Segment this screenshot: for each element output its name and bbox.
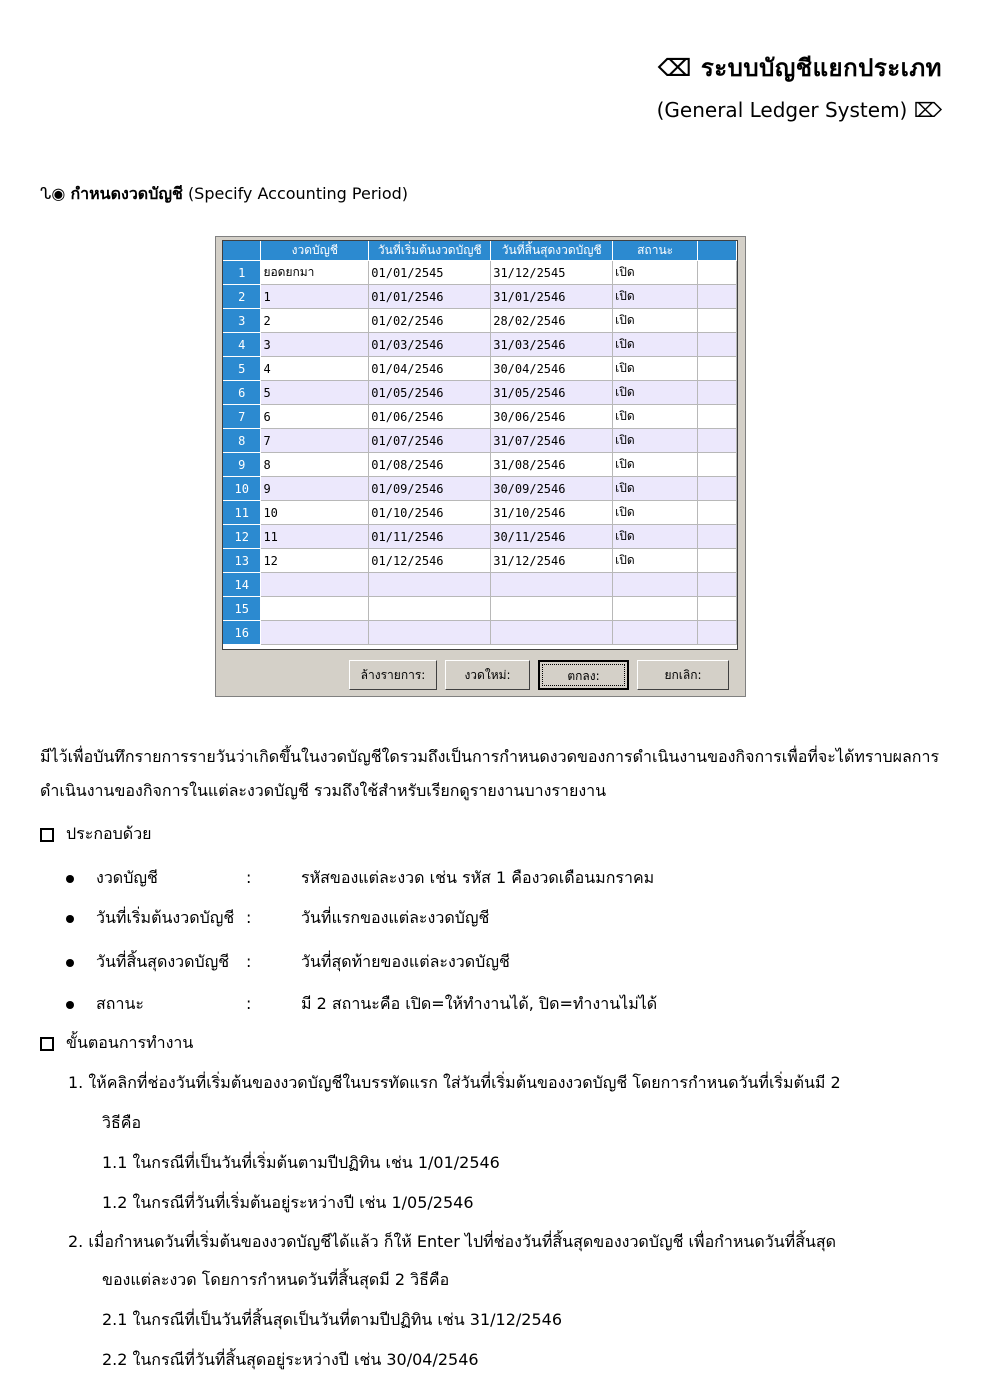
- field-term: งวดบัญชี: [96, 868, 158, 887]
- end-date-cell[interactable]: 31/03/2546: [491, 333, 613, 357]
- end-date-cell[interactable]: 30/06/2546: [491, 405, 613, 429]
- period-cell[interactable]: 8: [261, 453, 369, 477]
- start-date-cell[interactable]: 01/02/2546: [369, 309, 491, 333]
- blank-cell[interactable]: [698, 333, 737, 357]
- start-date-cell[interactable]: 01/03/2546: [369, 333, 491, 357]
- blank-cell[interactable]: [698, 381, 737, 405]
- ok-button[interactable]: ตกลง:: [538, 660, 629, 690]
- start-date-cell[interactable]: 01/10/2546: [369, 501, 491, 525]
- description-paragraph: มีไว้เพื่อบันทึกรายการรายวันว่าเกิดขึ้นในงวดบัญชีใดรวมถึงเป็นการกำหนดงวดของการดำเนินงานของกิจการเพื่อที่จะได้ทราบผลการดำเนินงานของกิจการในแต่ละงวดบัญชี รวมถึงใช้สำหรับเรียกดูรายงานบางรายงาน: [40, 747, 940, 800]
- bullet-icon: [66, 915, 74, 923]
- end-date-cell[interactable]: 31/05/2546: [491, 381, 613, 405]
- status-cell[interactable]: [613, 621, 698, 645]
- period-cell[interactable]: [261, 621, 369, 645]
- period-cell[interactable]: 7: [261, 429, 369, 453]
- blank-cell[interactable]: [698, 477, 737, 501]
- table-row[interactable]: [223, 309, 737, 333]
- period-cell[interactable]: ยอดยกมา: [261, 261, 369, 285]
- row-number-cell: 2: [223, 285, 261, 309]
- end-date-cell[interactable]: 31/12/2545: [491, 261, 613, 285]
- field-separator: :: [246, 994, 252, 1013]
- row-number-cell: 6: [223, 381, 261, 405]
- status-cell[interactable]: เปิด: [613, 477, 698, 501]
- start-date-cell[interactable]: 01/07/2546: [369, 429, 491, 453]
- period-cell[interactable]: 10: [261, 501, 369, 525]
- column-header-end-date[interactable]: วันที่สิ้นสุดงวดบัญชี: [491, 241, 613, 261]
- end-date-cell[interactable]: [491, 621, 613, 645]
- period-cell[interactable]: 4: [261, 357, 369, 381]
- blank-cell[interactable]: [698, 261, 737, 285]
- blank-cell[interactable]: [698, 549, 737, 573]
- start-date-cell[interactable]: 01/01/2546: [369, 285, 491, 309]
- row-number-cell: 4: [223, 333, 261, 357]
- row-number-cell: 11: [223, 501, 261, 525]
- step-2-2: 2.2 ในกรณีที่วันที่สิ้นสุดอยู่ระหว่างปี เช่น 30/04/2546: [102, 1350, 479, 1369]
- period-cell[interactable]: 1: [261, 285, 369, 309]
- step-2-continued: ของแต่ละงวด โดยการกำหนดวันที่สิ้นสุดมี 2 วิธีคือ: [102, 1270, 450, 1289]
- table-row[interactable]: [223, 453, 737, 477]
- field-separator: :: [246, 868, 252, 887]
- row-number-cell: 1: [223, 261, 261, 285]
- steps-label: ขั้นตอนการทำงาน: [66, 1033, 194, 1052]
- row-number-cell: 7: [223, 405, 261, 429]
- field-term: วันที่สิ้นสุดงวดบัญชี: [96, 952, 230, 971]
- step-2: 2. เมื่อกำหนดวันที่เริ่มต้นของงวดบัญชีได้แล้ว ก็ให้ Enter ไปที่ช่องวันที่สิ้นสุดของงวดบัญชี เพื่อกำหนดวันที่สิ้นสุด: [68, 1232, 837, 1251]
- end-date-cell[interactable]: 28/02/2546: [491, 309, 613, 333]
- accounting-period-window: [215, 236, 746, 697]
- table-row[interactable]: [223, 261, 737, 285]
- row-number-cell: 9: [223, 453, 261, 477]
- end-date-cell[interactable]: [491, 573, 613, 597]
- start-date-cell[interactable]: 01/04/2546: [369, 357, 491, 381]
- table-row[interactable]: [223, 621, 737, 645]
- bullet-icon: [66, 1001, 74, 1009]
- status-cell[interactable]: [613, 573, 698, 597]
- blank-cell[interactable]: [698, 357, 737, 381]
- page-title-english: (General Ledger System) ⌦: [656, 98, 942, 122]
- cancel-button[interactable]: ยกเลิก:: [637, 660, 729, 690]
- table-row[interactable]: [223, 381, 737, 405]
- column-header-blank: [698, 241, 737, 261]
- steps-heading: [40, 1031, 193, 1056]
- row-number-cell: 5: [223, 357, 261, 381]
- row-number-cell: 8: [223, 429, 261, 453]
- end-date-cell[interactable]: 31/10/2546: [491, 501, 613, 525]
- field-description: รหัสของแต่ละงวด เช่น รหัส 1 คืองวดเดือนมกราคม: [301, 868, 655, 887]
- blank-cell[interactable]: [698, 501, 737, 525]
- start-date-cell[interactable]: 01/06/2546: [369, 405, 491, 429]
- end-date-cell[interactable]: 31/01/2546: [491, 285, 613, 309]
- field-separator: :: [246, 952, 252, 971]
- list-item: [66, 906, 489, 931]
- row-number-cell: 10: [223, 477, 261, 501]
- end-date-cell[interactable]: 31/08/2546: [491, 453, 613, 477]
- table-row[interactable]: [223, 405, 737, 429]
- period-cell[interactable]: [261, 597, 369, 621]
- status-cell[interactable]: เปิด: [613, 453, 698, 477]
- start-date-cell[interactable]: 01/09/2546: [369, 477, 491, 501]
- section-title-english: (Specify Accounting Period): [187, 184, 409, 203]
- checkbox-square-icon: [40, 1037, 54, 1051]
- field-term: สถานะ: [96, 994, 144, 1013]
- table-row[interactable]: [223, 501, 737, 525]
- row-number-header: [223, 241, 261, 261]
- end-date-cell[interactable]: 31/07/2546: [491, 429, 613, 453]
- blank-cell[interactable]: [698, 429, 737, 453]
- field-description: วันที่แรกของแต่ละงวดบัญชี: [301, 908, 490, 927]
- blank-cell[interactable]: [698, 525, 737, 549]
- start-date-cell[interactable]: 01/12/2546: [369, 549, 491, 573]
- blank-cell[interactable]: [698, 573, 737, 597]
- status-cell[interactable]: เปิด: [613, 501, 698, 525]
- field-term: วันที่เริ่มต้นงวดบัญชี: [96, 908, 235, 927]
- blank-cell[interactable]: [698, 285, 737, 309]
- row-number-cell: 12: [223, 525, 261, 549]
- end-date-cell[interactable]: 30/11/2546: [491, 525, 613, 549]
- row-number-cell: 16: [223, 621, 261, 645]
- blank-cell[interactable]: [698, 405, 737, 429]
- start-date-cell[interactable]: [369, 597, 491, 621]
- table-row[interactable]: [223, 477, 737, 501]
- row-number-cell: 3: [223, 309, 261, 333]
- column-header-period[interactable]: งวดบัญชี: [261, 241, 369, 261]
- status-cell[interactable]: เปิด: [613, 261, 698, 285]
- wave-target-icon: ᔐ◉: [40, 184, 66, 203]
- start-date-cell[interactable]: [369, 573, 491, 597]
- blank-cell[interactable]: [698, 597, 737, 621]
- start-date-cell[interactable]: 01/11/2546: [369, 525, 491, 549]
- period-cell[interactable]: [261, 573, 369, 597]
- new-period-button[interactable]: งวดใหม่:: [445, 660, 530, 690]
- status-cell[interactable]: เปิด: [613, 285, 698, 309]
- period-cell[interactable]: 2: [261, 309, 369, 333]
- field-description: วันที่สุดท้ายของแต่ละงวดบัญชี: [301, 952, 510, 971]
- page-title-thai: ⌫ ระบบบัญชีแยกประเภท: [657, 54, 942, 82]
- period-cell[interactable]: 6: [261, 405, 369, 429]
- table-row[interactable]: [223, 549, 737, 573]
- row-number-cell: 15: [223, 597, 261, 621]
- table-row[interactable]: [223, 357, 737, 381]
- blank-cell[interactable]: [698, 453, 737, 477]
- consists-of-label: ประกอบด้วย: [66, 824, 152, 843]
- list-item: [66, 866, 654, 891]
- bullet-icon: [66, 959, 74, 967]
- blank-cell[interactable]: [698, 621, 737, 645]
- status-cell[interactable]: เปิด: [613, 549, 698, 573]
- end-date-cell[interactable]: 31/12/2546: [491, 549, 613, 573]
- period-cell[interactable]: 11: [261, 525, 369, 549]
- step-1-2: 1.2 ในกรณีที่วันที่เริ่มต้นอยู่ระหว่างปี เช่น 1/05/2546: [102, 1193, 474, 1212]
- status-cell[interactable]: เปิด: [613, 381, 698, 405]
- status-cell[interactable]: เปิด: [613, 405, 698, 429]
- row-number-cell: 13: [223, 549, 261, 573]
- step-1-1: 1.1 ในกรณีที่เป็นวันที่เริ่มต้นตามปีปฏิทิน เช่น 1/01/2546: [102, 1153, 500, 1172]
- table-row[interactable]: [223, 429, 737, 453]
- column-header-start-date[interactable]: วันที่เริ่มต้นงวดบัญชี: [369, 241, 491, 261]
- table-row[interactable]: [223, 597, 737, 621]
- row-number-cell: 14: [223, 573, 261, 597]
- period-cell[interactable]: 3: [261, 333, 369, 357]
- field-description: มี 2 สถานะคือ เปิด=ให้ทำงานได้, ปิด=ทำงานไม่ได้: [301, 994, 658, 1013]
- consists-of-heading: [40, 822, 152, 847]
- period-cell[interactable]: 9: [261, 477, 369, 501]
- section-title-thai: กำหนดงวดบัญชี: [70, 184, 183, 203]
- status-cell[interactable]: เปิด: [613, 429, 698, 453]
- checkbox-square-icon: [40, 828, 54, 842]
- table-row[interactable]: [223, 573, 737, 597]
- period-table: [223, 241, 737, 645]
- step-1: 1. ให้คลิกที่ช่องวันที่เริ่มต้นของงวดบัญชีในบรรทัดแรก ใส่วันที่เริ่มต้นของงวดบัญชี โดยการกำหนดวันที่เริ่มต้นมี 2: [68, 1073, 841, 1092]
- end-date-cell[interactable]: 30/09/2546: [491, 477, 613, 501]
- start-date-cell[interactable]: 01/05/2546: [369, 381, 491, 405]
- end-date-cell[interactable]: 30/04/2546: [491, 357, 613, 381]
- section-heading: [40, 182, 408, 207]
- table-row[interactable]: [223, 525, 737, 549]
- start-date-cell[interactable]: [369, 621, 491, 645]
- step-1-continued: วิธีคือ: [102, 1113, 142, 1132]
- status-cell[interactable]: เปิด: [613, 525, 698, 549]
- status-cell[interactable]: เปิด: [613, 309, 698, 333]
- period-cell[interactable]: 5: [261, 381, 369, 405]
- list-item: [66, 950, 510, 975]
- status-cell[interactable]: [613, 597, 698, 621]
- blank-cell[interactable]: [698, 309, 737, 333]
- table-row[interactable]: [223, 285, 737, 309]
- status-cell[interactable]: เปิด: [613, 357, 698, 381]
- field-separator: :: [246, 908, 252, 927]
- table-header-row: [223, 241, 737, 261]
- clear-items-button[interactable]: ล้างรายการ:: [349, 660, 437, 690]
- bullet-icon: [66, 875, 74, 883]
- table-row[interactable]: [223, 333, 737, 357]
- period-cell[interactable]: 12: [261, 549, 369, 573]
- period-grid: [222, 240, 738, 650]
- start-date-cell[interactable]: 01/01/2545: [369, 261, 491, 285]
- start-date-cell[interactable]: 01/08/2546: [369, 453, 491, 477]
- step-2-1: 2.1 ในกรณีที่เป็นวันที่สิ้นสุดเป็นวันที่ตามปีปฏิทิน เช่น 31/12/2546: [102, 1310, 562, 1329]
- end-date-cell[interactable]: [491, 597, 613, 621]
- column-header-status[interactable]: สถานะ: [613, 241, 698, 261]
- list-item: [66, 992, 657, 1017]
- status-cell[interactable]: เปิด: [613, 333, 698, 357]
